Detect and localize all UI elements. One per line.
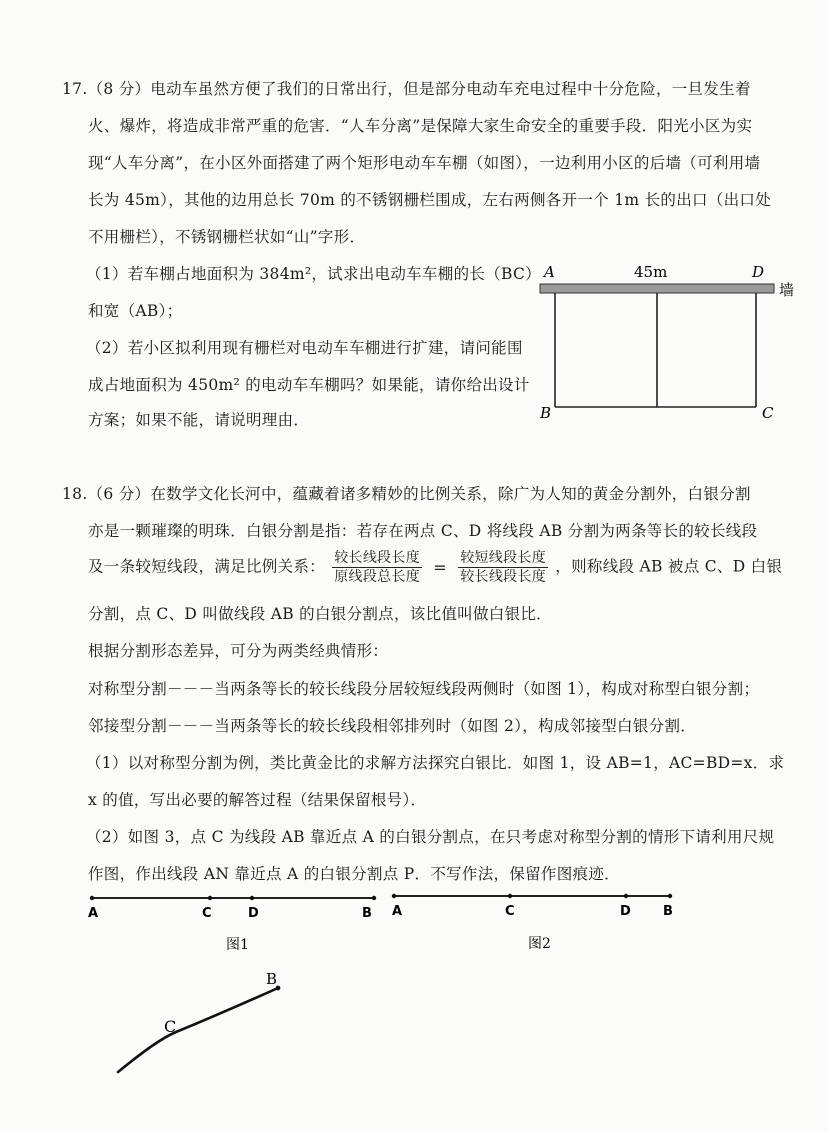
- label-A-fig2: A: [392, 904, 403, 919]
- label-C-fig3: C: [164, 1017, 177, 1036]
- point-A-fig1: [90, 896, 94, 900]
- figure-3-hand-drawn: [110, 960, 310, 1080]
- point-B-fig2: [668, 894, 672, 898]
- fraction-2-denominator: 较长线段长度: [460, 569, 547, 585]
- q18-line-9: x 的值，写出必要的解答过程（结果保留根号）．: [88, 791, 427, 809]
- q17-part2-line-3: 方案；如果不能，请说明理由．: [88, 411, 310, 429]
- fraction-2-numerator: 较短线段长度: [460, 550, 547, 566]
- label-D-fig2: D: [620, 904, 631, 919]
- q18-line-6: 对称型分割－－－当两条等长的较长线段分居较短线段两侧时（如图 1），构成对称型白银分割；: [88, 680, 760, 698]
- label-D-fig1: D: [248, 906, 259, 921]
- wall-label: 墙: [779, 281, 795, 299]
- label-B: B: [540, 404, 552, 422]
- point-C-fig1: [208, 896, 212, 900]
- label-A: A: [544, 263, 555, 281]
- point-B-fig1: [372, 896, 376, 900]
- fraction-2: [458, 549, 548, 586]
- q18-line-11: 作图，作出线段 AN 靠近点 A 的白银分割点 P．不写作法，保留作图痕迹．: [88, 865, 620, 883]
- q18-line-3: [88, 549, 782, 586]
- q17-line-3: 现“人车分离”，在小区外面搭建了两个矩形电动车车棚（如图），一边利用小区的后墙（可利用墙: [88, 154, 761, 172]
- q18-line-1: 18.（6 分）在数学文化长河中，蕴藏着诸多精妙的比例关系，除广为人知的黄金分割外，白银分割: [62, 485, 751, 503]
- label-C-fig1: C: [202, 906, 212, 921]
- label-C-fig2: C: [505, 904, 515, 919]
- label-B-fig3: B: [266, 970, 278, 988]
- fraction-1-numerator: 较长线段长度: [334, 550, 421, 566]
- q18-line-3-pre: 及一条较短线段，满足比例关系：: [88, 557, 326, 576]
- q17-part1-line-2: 和宽（AB）；: [88, 302, 183, 320]
- point-A-fig2: [392, 894, 396, 898]
- q17-line-2: 火、爆炸，将造成非常严重的危害．“人车分离”是保障大家生命安全的重要手段．阳光小区为实: [88, 117, 753, 135]
- wall-bar: [540, 284, 774, 293]
- wall-length-label: 45m: [634, 263, 668, 281]
- q17-line-1: 17.（8 分）电动车虽然方便了我们的日常出行，但是部分电动车充电过程中十分危险，一旦发生着: [62, 80, 751, 98]
- q18-line-3-post: ，则称线段 AB 被点 C、D 白银: [555, 557, 783, 576]
- caption-fig1: 图1: [226, 937, 249, 953]
- fraction-1: [332, 549, 422, 586]
- q17-shed-figure: [530, 258, 820, 428]
- q17-part1-line-1: （1）若车棚占地面积为 384m²，试求出电动车车棚的长（BC）: [86, 265, 541, 283]
- q17-line-4: 长为 45m），其他的边用总长 70m 的不锈钢栅栏围成，左右两侧各开一个 1m 长的出口（出口处: [88, 191, 771, 209]
- q18-line-7: 邻接型分割－－－当两条等长的较长线段相邻排列时（如图 2），构成邻接型白银分割．: [88, 717, 697, 735]
- label-A-fig1: A: [88, 906, 99, 921]
- q17-part2-line-1: （2）若小区拟利用现有栅栏对电动车车棚进行扩建，请问能围: [86, 339, 523, 357]
- label-C: C: [762, 404, 774, 422]
- curve-CB: [118, 988, 278, 1072]
- point-C-fig2: [508, 894, 512, 898]
- q18-line-8: （1）以对称型分割为例，类比黄金比的求解方法探究白银比．如图 1，设 AB=1，AC=BD=x．求: [86, 754, 785, 772]
- q18-line-2: 亦是一颗璀璨的明珠．白银分割是指：若存在两点 C、D 将线段 AB 分割为两条等长的较长线段: [88, 522, 758, 540]
- label-D: D: [752, 263, 765, 281]
- label-B-fig2: B: [663, 904, 673, 919]
- q18-line-5: 根据分割形态差异，可分为两类经典情形：: [88, 642, 389, 660]
- label-B-fig1: B: [362, 906, 372, 921]
- q17-line-5: 不用栅栏），不锈钢栅栏状如“山”字形．: [88, 228, 366, 246]
- q17-part2-line-2: 成占地面积为 450m² 的电动车车棚吗？如果能，请你给出设计: [88, 376, 530, 394]
- equals-sign: =: [433, 558, 448, 577]
- point-D-fig1: [250, 896, 254, 900]
- caption-fig2: 图2: [528, 936, 551, 952]
- point-D-fig2: [624, 894, 628, 898]
- figure-1-segment: [84, 888, 384, 958]
- q18-line-4: 分割，点 C、D 叫做线段 AB 的白银分割点，该比值叫做白银比．: [88, 605, 552, 623]
- fraction-1-denominator: 原线段总长度: [334, 569, 421, 585]
- q18-line-10: （2）如图 3，点 C 为线段 AB 靠近点 A 的白银分割点，在只考虑对称型分割的情形下请利用尺规: [86, 828, 775, 846]
- figure-2-segment: [386, 884, 686, 958]
